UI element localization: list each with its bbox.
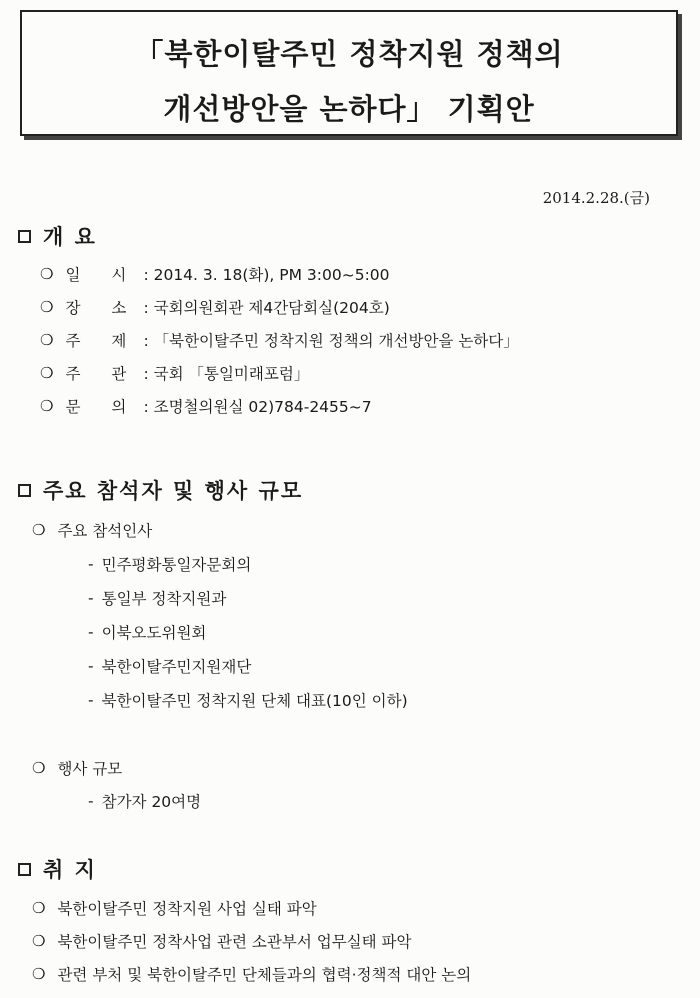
document-date: 2014.2.28.(금) xyxy=(542,189,650,207)
item-label: 장 소 xyxy=(65,299,127,317)
circle-bullet-icon: ❍ xyxy=(40,397,54,415)
title-line-1: 「북한이탈주민 정착지원 정책의 xyxy=(134,37,564,71)
square-bullet-icon xyxy=(18,230,31,243)
key-people-item xyxy=(88,689,408,711)
circle-bullet-icon: ❍ xyxy=(32,521,46,539)
section-title: 취 지 xyxy=(43,858,97,882)
square-bullet-icon xyxy=(18,863,31,876)
item-value: : 조명철의원실 02)784-2455~7 xyxy=(143,398,372,416)
key-people-label xyxy=(32,519,152,541)
item-label: 행사 규모 xyxy=(57,760,123,778)
item-label: 주 제 xyxy=(65,332,127,350)
circle-bullet-icon: ❍ xyxy=(40,364,54,382)
dash-icon: - xyxy=(88,589,94,607)
section-overview-heading xyxy=(18,222,97,250)
circle-bullet-icon: ❍ xyxy=(32,965,46,983)
overview-item-place xyxy=(40,296,390,318)
dash-icon: - xyxy=(88,555,94,573)
item-text: 참가자 20여명 xyxy=(101,793,202,811)
section-attendees-heading xyxy=(18,476,303,504)
circle-bullet-icon: ❍ xyxy=(32,899,46,917)
circle-bullet-icon: ❍ xyxy=(32,932,46,950)
item-text: 북한이탈주민지원재단 xyxy=(101,658,252,676)
circle-bullet-icon: ❍ xyxy=(40,265,54,283)
purpose-item xyxy=(32,897,317,919)
item-label: 문 의 xyxy=(65,398,127,416)
square-bullet-icon xyxy=(18,484,31,497)
title-line-2: 개선방안을 논하다」 기획안 xyxy=(163,92,535,126)
circle-bullet-icon: ❍ xyxy=(40,331,54,349)
purpose-item xyxy=(32,963,471,985)
dash-icon: - xyxy=(88,691,94,709)
item-text: 북한이탈주민 정착지원 단체 대표(10인 이하) xyxy=(101,692,408,710)
item-value: : 「북한이탈주민 정착지원 정책의 개선방안을 논하다」 xyxy=(143,332,519,350)
section-title: 개 요 xyxy=(43,225,97,249)
item-value: : 국회의원회관 제4간담회실(204호) xyxy=(143,299,390,317)
item-label: 주 관 xyxy=(65,365,127,383)
dash-icon: - xyxy=(88,792,94,810)
scale-item xyxy=(88,790,201,812)
overview-item-date xyxy=(40,263,390,285)
item-label: 일 시 xyxy=(65,266,127,284)
circle-bullet-icon: ❍ xyxy=(40,298,54,316)
item-text: 이북오도위원회 xyxy=(101,624,207,642)
key-people-item xyxy=(88,553,251,575)
item-value: : 2014. 3. 18(화), PM 3:00~5:00 xyxy=(143,266,390,284)
item-text: 관련 부처 및 북한이탈주민 단체들과의 협력·정책적 대안 논의 xyxy=(57,966,472,984)
item-label: 주요 참석인사 xyxy=(57,522,153,540)
overview-item-contact xyxy=(40,395,372,417)
key-people-item xyxy=(88,587,226,609)
dash-icon: - xyxy=(88,623,94,641)
item-text: 민주평화통일자문회의 xyxy=(101,556,252,574)
title-box xyxy=(20,10,678,136)
item-text: 북한이탈주민 정착지원 사업 실태 파악 xyxy=(57,900,317,918)
dash-icon: - xyxy=(88,657,94,675)
key-people-item xyxy=(88,655,251,677)
item-value: : 국회 「통일미래포럼」 xyxy=(143,365,310,383)
key-people-item xyxy=(88,621,206,643)
item-text: 북한이탈주민 정착사업 관련 소관부서 업무실태 파악 xyxy=(57,933,412,951)
section-purpose-heading xyxy=(18,855,97,883)
purpose-item xyxy=(32,930,412,952)
overview-item-host xyxy=(40,362,309,384)
section-title: 주요 참석자 및 행사 규모 xyxy=(43,479,304,503)
scale-label xyxy=(32,757,122,779)
item-text: 통일부 정착지원과 xyxy=(101,590,227,608)
overview-item-topic xyxy=(40,329,519,351)
circle-bullet-icon: ❍ xyxy=(32,759,46,777)
